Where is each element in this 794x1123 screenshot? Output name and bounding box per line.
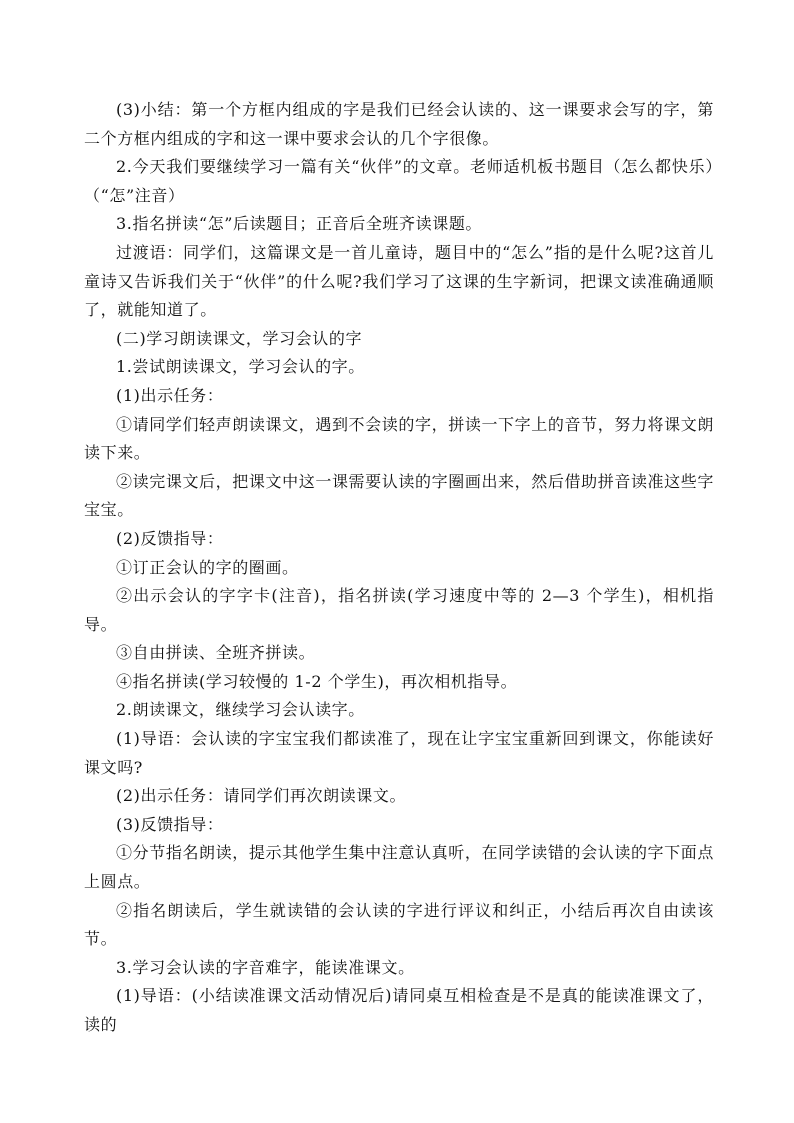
- paragraph-lesson-title: 2.今天我们要继续学习一篇有关“伙伴”的文章。老师适机板书题目（怎么都快乐）（“怎”注音）: [84, 157, 714, 205]
- paragraph-summary: (3)小结：第一个方框内组成的字是我们已经会认读的、这一课要求会写的字，第二个方框内组成的字和这一课中要求会认的几个字很像。: [84, 100, 714, 148]
- section-heading: (二)学习朗读课文，学习会认的字: [116, 328, 363, 348]
- paragraph-task-reread: (2)出示任务：请同学们再次朗读课文。: [116, 786, 407, 806]
- paragraph-feedback-2: ②出示会认的字字卡(注音)，指名拼读(学习速度中等的 2—3 个学生)，相机指导。: [84, 586, 714, 634]
- paragraph-feedback-4: ④指名拼读(学习较慢的 1-2 个学生)，再次相机指导。: [116, 671, 518, 691]
- paragraph-feedback-heading: (2)反馈指导：: [116, 528, 224, 548]
- paragraph-task-heading: (1)出示任务：: [116, 385, 224, 405]
- paragraph-intro: (1)导语：会认读的字宝宝我们都读准了，现在让字宝宝重新回到课文，你能读好课文吗?: [84, 729, 714, 777]
- paragraph-task-2: ②读完课文后，把课文中这一课需要认读的字圈画出来，然后借助拼音读准这些字宝宝。: [84, 471, 714, 520]
- paragraph-step-3: 3.学习会认读的字音难字，能读准课文。: [116, 957, 415, 977]
- paragraph-feedback-3: ③自由拼读、全班齐拼读。: [116, 643, 316, 663]
- paragraph-intro-2: (1)导语：(小结读准课文活动情况后)请同桌互相检查是不是真的能读准课文了，读的: [84, 986, 714, 1034]
- paragraph-read-title: 3.指名拼读“怎”后读题目；正音后全班齐读课题。: [116, 214, 483, 234]
- paragraph-feedback-5: ①分节指名朗读，提示其他学生集中注意认真听，在同学读错的会认读的字下面点上圆点。: [84, 843, 714, 892]
- paragraph-transition: 过渡语：同学们，这篇课文是一首儿童诗，题目中的“怎么”指的是什么呢?这首儿童诗又告诉我们关于“伙伴”的什么呢?我们学习了这课的生字新词，把课文读准确通顺了，就能知道了。: [84, 242, 714, 320]
- paragraph-feedback-1: ①订正会认的字的圈画。: [116, 557, 299, 577]
- paragraph-step-2: 2.朗读课文，继续学习会认读字。: [116, 700, 365, 720]
- paragraph-task-1: ①请同学们轻声朗读课文，遇到不会读的字，拼读一下字上的音节，努力将课文朗读下来。: [84, 414, 714, 463]
- paragraph-step-1: 1.尝试朗读课文，学习会认的字。: [116, 357, 365, 377]
- paragraph-feedback-heading-2: (3)反馈指导：: [116, 814, 224, 834]
- paragraph-feedback-6: ②指名朗读后，学生就读错的会认读的字进行评议和纠正，小结后再次自由读该节。: [84, 900, 714, 949]
